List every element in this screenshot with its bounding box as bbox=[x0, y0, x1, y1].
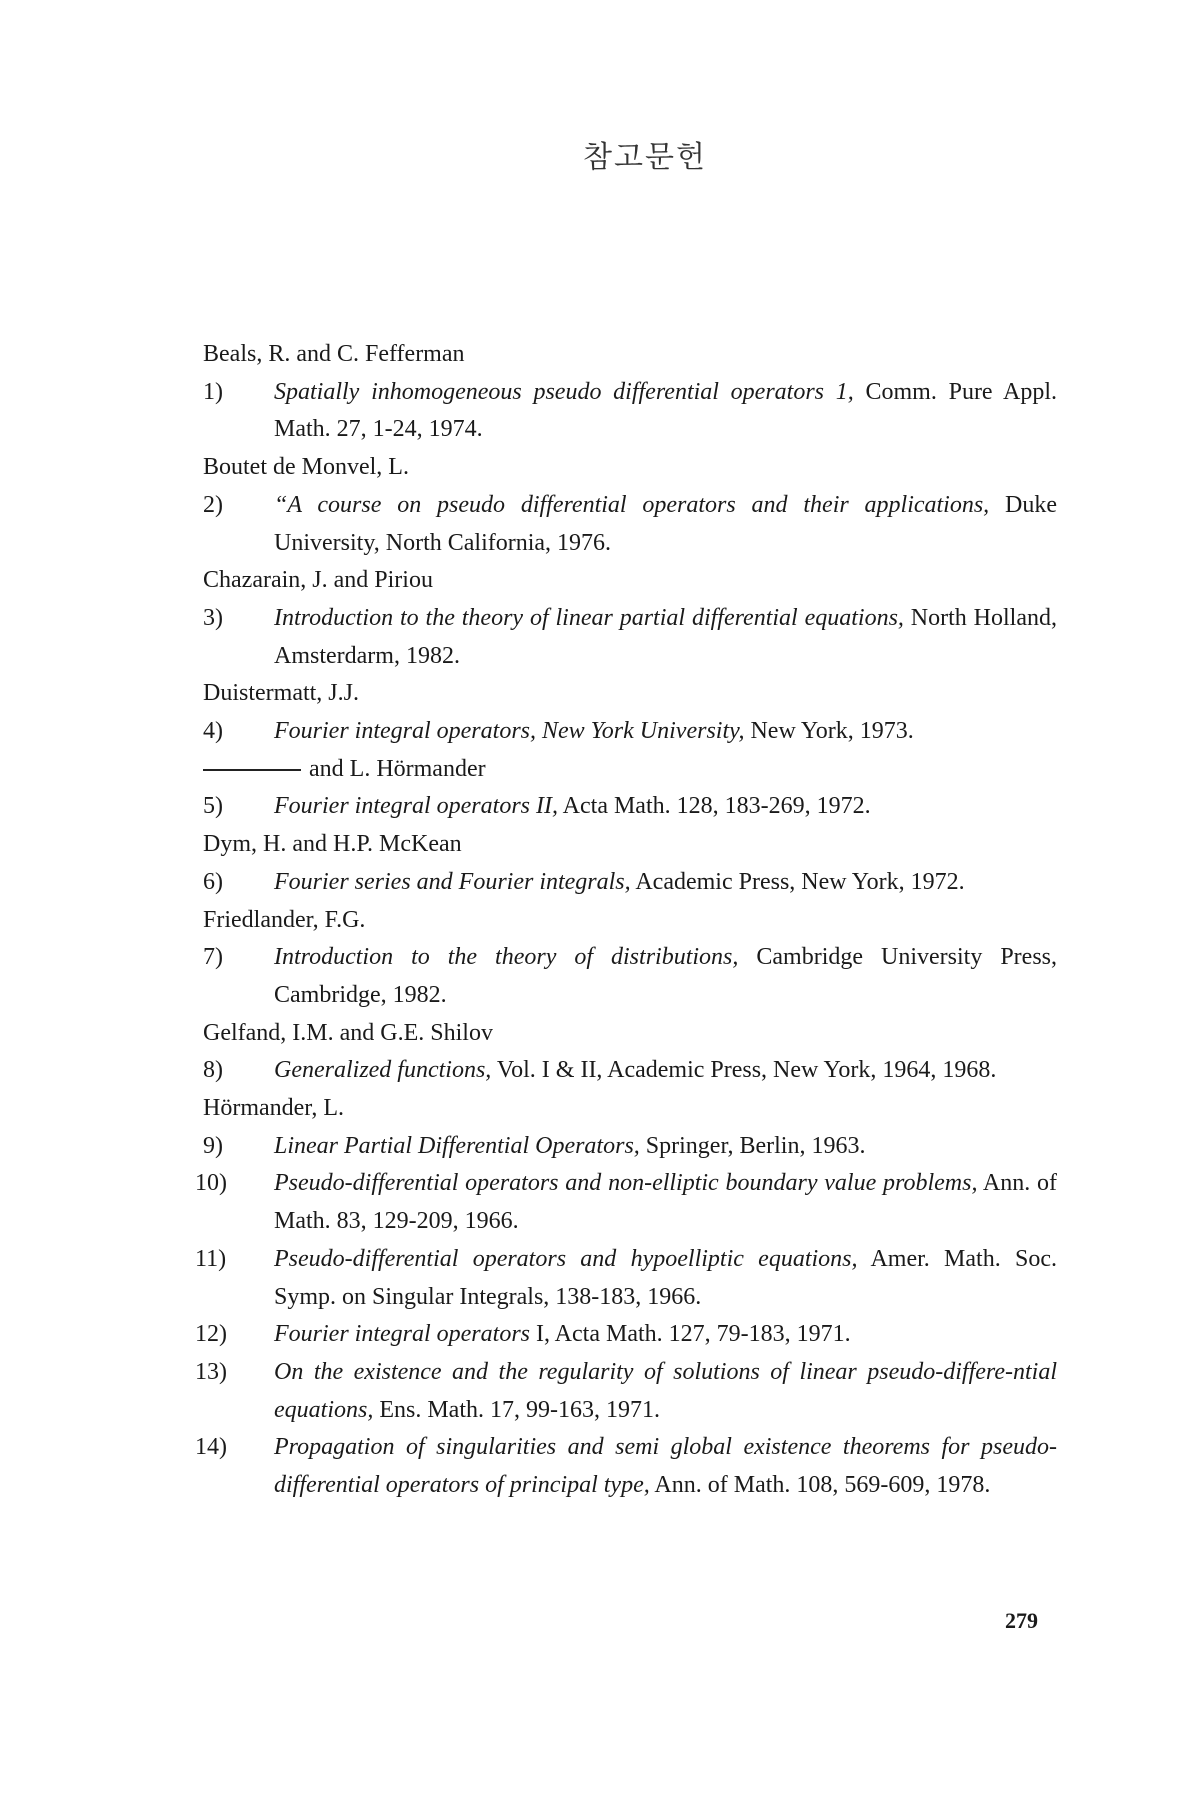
reference-number: 2) bbox=[203, 491, 223, 518]
reference-number: 12) bbox=[195, 1321, 227, 1348]
reference-title: Fourier integral operators, New York University, bbox=[274, 718, 745, 745]
author-name: and L. Hörmander bbox=[309, 755, 486, 782]
reference-item bbox=[203, 1128, 1057, 1166]
reference-item bbox=[195, 1354, 1057, 1429]
reference-item bbox=[203, 1052, 1057, 1090]
author-name: Chazarain, J. and Piriou bbox=[203, 567, 433, 594]
reference-author bbox=[203, 675, 1057, 713]
reference-author bbox=[203, 1015, 1057, 1053]
reference-title: Spatially inhomogeneous pseudo differential operators 1, bbox=[274, 378, 854, 405]
author-name: Gelfand, I.M. and G.E. Shilov bbox=[203, 1019, 493, 1046]
reference-source: Comm. Pure Appl. Math. 27, 1-24, 1974. bbox=[274, 378, 1057, 443]
reference-number: 14) bbox=[195, 1434, 227, 1461]
reference-list bbox=[195, 336, 1058, 1505]
author-name: Duistermatt, J.J. bbox=[203, 680, 359, 707]
reference-item bbox=[195, 1316, 1057, 1354]
reference-source: Academic Press, New York, 1972. bbox=[630, 868, 965, 895]
reference-source: Ann. of Math. 83, 129-209, 1966. bbox=[274, 1170, 1058, 1235]
reference-number: 9) bbox=[203, 1132, 223, 1159]
reference-title: Fourier integral operators bbox=[274, 1321, 530, 1348]
reference-item bbox=[203, 600, 1057, 675]
reference-title: Introduction to the theory of distributions, bbox=[274, 944, 739, 971]
reference-author bbox=[203, 826, 1057, 864]
reference-number: 5) bbox=[203, 793, 223, 820]
reference-title: On the existence and the regularity of solutions of linear pseudo-differe-ntial equations, bbox=[274, 1358, 1057, 1423]
reference-number: 3) bbox=[203, 604, 223, 631]
author-name: Dym, H. and H.P. McKean bbox=[203, 831, 462, 858]
reference-number: 6) bbox=[203, 868, 223, 895]
reference-item bbox=[203, 713, 1057, 751]
reference-item bbox=[203, 864, 1057, 902]
author-name: Beals, R. and C. Fefferman bbox=[203, 341, 465, 367]
reference-item bbox=[203, 939, 1057, 1014]
reference-title: Pseudo-differential operators and non-elliptic boundary value problems, bbox=[274, 1170, 978, 1197]
page-number: 279 bbox=[1005, 1608, 1038, 1633]
reference-title: Propagation of singularities and semi global existence theorems for pseudo-differential operators of principal type, bbox=[274, 1434, 1057, 1499]
reference-number: 8) bbox=[203, 1057, 223, 1084]
reference-author bbox=[203, 562, 1057, 600]
reference-title: Fourier integral operators II, bbox=[274, 793, 558, 820]
reference-source: Springer, Berlin, 1963. bbox=[639, 1132, 866, 1159]
reference-item bbox=[203, 374, 1057, 449]
reference-author bbox=[203, 449, 1057, 487]
reference-title: Pseudo-differential operators and hypoelliptic equations, bbox=[274, 1245, 858, 1272]
reference-item bbox=[195, 1165, 1058, 1240]
ditto-dash bbox=[203, 769, 301, 771]
author-name: Friedlander, F.G. bbox=[203, 906, 366, 933]
reference-title: Fourier series and Fourier integrals, bbox=[274, 868, 631, 895]
reference-item bbox=[195, 1429, 1057, 1504]
reference-title: Introduction to the theory of linear partial differential equations, bbox=[274, 604, 904, 631]
reference-source: I, Acta Math. 127, 79-183, 1971. bbox=[530, 1321, 851, 1348]
reference-title: Generalized functions, bbox=[274, 1057, 492, 1084]
reference-number: 7) bbox=[203, 944, 223, 971]
reference-number: 11) bbox=[195, 1245, 227, 1272]
reference-source: Duke University, North California, 1976. bbox=[274, 491, 1057, 556]
reference-number: 13) bbox=[195, 1358, 227, 1385]
reference-source: Acta Math. 128, 183-269, 1972. bbox=[557, 793, 871, 820]
reference-number: 1) bbox=[203, 378, 223, 405]
reference-source: Ann. of Math. 108, 569-609, 1978. bbox=[649, 1472, 991, 1499]
page-title: 참고문헌 bbox=[583, 141, 707, 174]
reference-item bbox=[203, 487, 1057, 562]
author-name: Boutet de Monvel, L. bbox=[203, 454, 409, 481]
reference-source: Amer. Math. Soc. Symp. on Singular Integrals, 138-183, 1966. bbox=[274, 1245, 1057, 1310]
reference-source: Cambridge University Press, Cambridge, 1982. bbox=[274, 944, 1057, 1008]
reference-author bbox=[203, 1090, 1057, 1128]
reference-source: Vol. I & II, Academic Press, New York, 1964, 1968. bbox=[491, 1057, 997, 1084]
reference-author bbox=[203, 336, 1057, 374]
reference-source: Ens. Math. 17, 99-163, 1971. bbox=[373, 1396, 660, 1423]
reference-title: “A course on pseudo differential operators and their applications, bbox=[274, 491, 990, 518]
reference-item bbox=[203, 788, 1057, 826]
reference-number: 4) bbox=[203, 718, 223, 745]
reference-author bbox=[203, 751, 1057, 789]
reference-title: Linear Partial Differential Operators, bbox=[274, 1132, 640, 1159]
reference-number: 10) bbox=[195, 1170, 227, 1197]
reference-author bbox=[203, 902, 1057, 940]
author-name: Hörmander, L. bbox=[203, 1095, 344, 1122]
reference-source: New York, 1973. bbox=[744, 718, 914, 745]
reference-item bbox=[195, 1241, 1057, 1316]
reference-source: North Holland, Amsterdarm, 1982. bbox=[274, 604, 1058, 669]
